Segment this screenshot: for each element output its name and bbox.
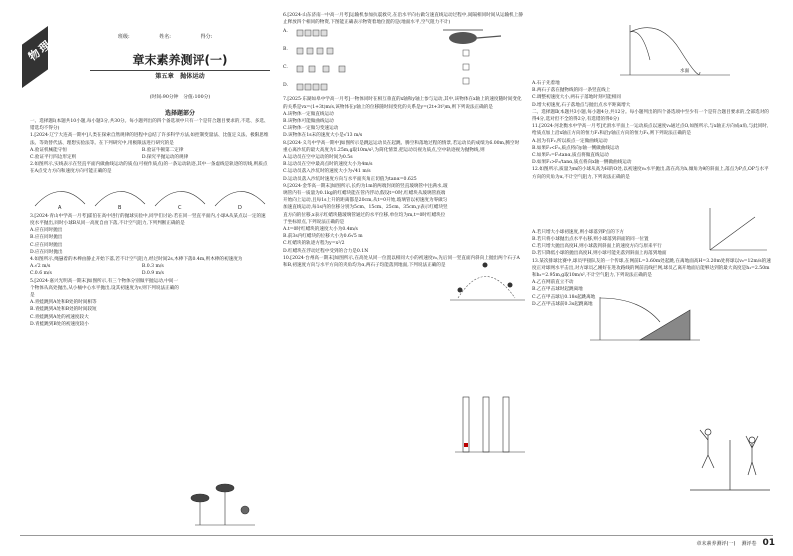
q5-option-c: C.青蛙跳到A处的初速度较大 [30,314,89,320]
q6-drop-diagrams [295,26,395,96]
q12-option-d: D.若只降低小球的抛出高度H,则小球可能先落到斜面上再落到地面 [532,251,667,257]
q11-option-a: A.因为有F₂,所以质点一定做曲线运动 [532,138,608,144]
q13-option-a: A.乙在网前直立不动 [532,280,574,286]
q7-option-d: D.该物体在1s末的速度大小是√13 m/s [283,133,363,139]
q12-option-c: C.若只增大抛出高度H,则小球落到斜面上的速度方向与原来平行 [532,244,662,250]
exam-meta: (时间:90分钟 分值:100分) [149,95,211,100]
question-8: 8.[2024·义乌中学高一期中]如图所示是跳远运动员在起跳、腾空和落地过程的情景,若运动员的成绩为6.00m,腾空时重心离沙坑的最大高度为1.25m,g取10m/s²,为简化情景,把运动员视为质点,空中轨迹视为抛物线,则 [283,140,520,153]
q13-volleyball-figure [690,420,770,495]
q6-option-b: B. [283,47,288,53]
q4-option-d: D.0.9 m/s [141,271,164,277]
q11-option-c: C.如果F₁=F₂tanα,质点将做直线运动 [532,153,609,159]
q2-curve-a [35,191,85,206]
q5-frog-figure [190,470,260,530]
question-12: 12.如图所示,质量为m的小球从高为H的O处,以初速度v₀水平抛出,落在高为h,倾角为θ的斜面上,落点为P点,OP与水平方向的夹角为α,不计空气阻力,下列说法正确的是 [532,167,769,180]
question-5: 5.[2024·嘉兴光明高一期末]如图所示,有三个物体分别做平抛运动,中间一个物体从高处抛出,从小桶中心水平抛出,设其初速度为v,则下列说法正确的是 [30,278,179,299]
q9-glass-tube-figure [455,395,525,455]
q10-option-a: A.石子先着地 [532,81,560,86]
page-title: 章末素养测评(一) [90,51,270,71]
question-11-options [532,138,692,167]
question-3: 3.[2024·青山中学高一月考]霍伯在高中进行的抛球实验中,同学们讨论:若在同一竖直平面内,小球A从某点以一定的速度水平抛出,同时小球B从同一高度自由下落,不计空气阻力,下列判断正确的是 [30,213,266,227]
q6-option-a: A. [283,29,288,35]
class-label: 班级: [118,34,130,40]
question-8-options [283,154,523,183]
question-4-options [30,263,270,277]
question-11: 11.[2024·河北衡水中学高一月考]光滑水平面上一运动质点以速度v₀通过点O,如图所示,与x轴正方向成α角,与此同时,给质点加上沿x轴正方向的恒力F₁和沿y轴正方向的恒力F₂,则下列说法正确的是 [532,124,769,137]
right-column [532,80,772,308]
q12-option-b: B.若只将小球抛出点水平右移,则小球落到斜面的同一位置 [532,237,649,243]
q8-option-c: C.运动员落入沙坑时的速度大小为√41 m/s [283,169,371,175]
q11-axes-figure [705,205,770,253]
q12-incline-figure [590,292,700,342]
q7-option-b: B.该物体可能做曲线运动 [283,119,334,125]
q11-option-b: B.如果F₁<F₂,质点将向y轴一侧做曲线运动 [532,145,620,151]
q4-option-c: C.0.6 m/s [30,271,52,277]
question-1: 1.[2024·辽宁大连高一期中]人类在探索自然规律的进程中总结了许多科学方法,如控制变量法、比值定义法、极限思维法、等效替代法、理想实验法等。在下列研究中,用极限法进行研究的是 [30,133,269,146]
q5-option-d: D.青蛙跳到B处的初速度较小 [30,321,89,327]
q5-option-a: A.青蛙跳到A处和B处的时间相等 [30,300,97,306]
q3-option-b: B.应在同时抛出 [30,235,63,241]
q9-option-a: A.t=0时红蜡块的速度大小为0.4m/s [283,227,358,233]
q1-option-b: B.验证牛顿第二定律 [141,147,184,153]
q8-option-d: D.运动员落入沙坑时速度方向与水平面夹角正切值为tanα=0.625 [283,176,417,182]
q13-option-b: B.乙在甲击球时起跳离地 [532,287,583,293]
q6-options-area [283,26,523,96]
helicopter-icon [433,26,513,96]
middle-column [283,12,523,269]
q11-option-d: D.如果F₁>F₂/tanα,质点将向x轴一侧做曲线运动 [532,160,632,166]
part-heading: 选择题部分 [164,110,195,117]
left-column [30,118,270,328]
q1-option-c: C.验证平行四边形定则 [30,155,77,161]
q9-option-d: D.红蜡块在浮动过程中受到的合力是0.1N [283,248,369,254]
q2-curve-c [155,191,205,206]
q3-option-d: D.应在同时抛出 [30,249,63,255]
q1-option-d: D.探究平抛运动的规律 [141,155,189,161]
q12-option-a: A.若只增大小球初速度,则小球落到P点的下方 [532,229,625,235]
q4-option-b: B.0.3 m/s [141,264,164,270]
q13-option-c: C.乙在甲击球后0.18s起跳离地 [532,294,596,300]
question-13: 13.某次排球比赛中,球员甲接队友的一个传球,在网前L=3.60m处起跳,在离地面高H=3.20m处将球以v₀=12m/s的速度正对球网水平击出,对方球员乙刚好在进攻路线的网前直线拦网,球员乙离开地面后能够达到的最大高度是h₁=2.50m和h₂=2.95m,g取10m/s²,不计空气阻力,下列说法正确的是 [532,258,771,279]
question-7-options [283,111,523,140]
question-2: 2.如图所示,实线表示在竖直平面内做曲线运动的质点(可视作质点)的一条运动轨迹,其中一条虚线是轨迹的切线,则质点在A点受力方向和速度方向可能正确的是 [30,162,268,175]
q2-trajectory-figures [30,176,270,210]
q7-option-c: C.该物体一定做匀变速运动 [283,126,339,132]
section2-instructions: 二、选择题Ⅱ(本题共3小题,每小题4分,共12分。每小题列出的四个备选项中至少有一个是符合题目要求的,全部选对的得4分,选对但不全的得2分,有选错的得0分) [532,109,769,123]
question-6: 6.[2024·山东济南一中高一月考]运输机参加抗震救灾,在沿水平向右做匀速直线运动过程中,间隔相同时间从运输机上静止释放四个相同的物资,下图能正确表示物资着地位置的是(地面水平,空气阻力不计) [283,13,523,26]
q2-label-a: A [58,204,62,210]
footer-divider [20,535,773,536]
q8-long-jump-figure [450,250,525,310]
q2-curve-b [95,191,145,206]
student-info-bar [118,33,240,40]
q2-label-d: D [238,204,242,210]
q8-option-a: A.运动员在空中运动的时间为0.5s [283,155,353,161]
question-7: 7.[2025·东湖如皋中学高一月考]一物体同时在相互垂直的x轴和y轴上参与运动,其中,该物体在x轴上的速度随时间变化的关系是vx=(1+3t)m/s,该物体在y轴上的位移随时间变化的关系是y=(2t+3t²)m,则下列说法正确的是 [283,97,522,110]
q10-option-b: B.两石子落在抛物线的同一条竖直线上 [532,88,611,94]
page-footer [697,538,775,548]
question-5-options [30,299,180,328]
question-10: 10.[2024·台州高一期末]如图所示,在高处从同一位置以相同大小的初速度v₀,先后同一竖直面内斜向上抛出两个石子A和B,初速度方向与水平方向的夹角均为α,两石子均能落到地面,下列说法正确的是 [283,255,520,269]
q3-option-a: A.应在同时抛出 [30,228,63,234]
q13-option-d: D.乙在甲击球前0.3s起跳离地 [532,301,593,307]
q2-curve-d [215,191,265,206]
name-label: 姓名: [159,34,171,40]
q1-option-a: A.验证机械能守恒 [30,147,67,153]
question-9-options [283,226,448,255]
question-9: 9.[2024·金华高一期末]如图所示,长约为1m的两端封闭的竖直玻璃管中注满水,玻璃管内有一质量为0.1kg的红蜡块能在管内浮动,假设t=0时,红蜡块从玻璃管底端开始向上运动,且每1s上升的距离都是20cm,从t=0开始,玻璃管以初速度为零做匀加速直线运动,每1s内的位移分别为5cm、15cm、25cm、35cm,y表示红蜡块竖直方向的位移,x表示红蜡块随玻璃管通过的水平位移,单位均为m,t=0时红蜡块位于坐标原点,下列说法正确的是 [283,183,448,225]
question-1-options [30,147,270,161]
subject-ribbon-label: 物理 [26,37,55,64]
q10-option-c: C.调整初速度大小,两石子落地时刻可能相同 [532,95,621,101]
chapter-title: 第五章 抛体运动 [155,73,205,80]
score-label: 得分: [200,34,213,40]
q8-option-b: B.运动员在空中最高点时的速度大小为4m/s [283,162,373,168]
q6-option-d: D. [283,83,288,89]
footer-label: 章末素养测评(一) [696,540,736,547]
q6-option-c: C. [283,65,288,71]
q10-stone-figure [620,20,730,80]
q2-label-b: B [118,204,122,210]
q10-option-d: D.增大初速度,石子落地点与抛出点水平距离增大 [532,102,631,108]
section1-instructions: 一、选择题Ⅰ(本题共10小题,每小题3分,共30分。每小题列出的四个备选项中只有一个是符合题目要求的,不选、多选、错选均不得分) [30,119,269,132]
q9-option-c: C.红蜡块的轨迹方程为y=x²/2 [283,241,345,247]
page-number: 01 [762,538,775,548]
q7-option-a: A.该物体一定做直线运动 [283,111,334,117]
q3-option-c: C.应在同时抛出 [30,242,63,248]
q5-option-b: B.青蛙跳到A处和B处的时间较短 [30,307,97,313]
q4-option-a: A.√2 m/s [30,264,51,270]
question-4: 4.如图所示,绳悬着的木棒由静止开始下落,若不计空气阻力,经过时间2s,木棒下落0.4m,则木棒的初速度为 [30,257,243,263]
q2-label-c: C [178,204,182,210]
q9-option-b: B.前3s内红蜡块的位移大小为0.6√5 m [283,234,363,240]
ground-label: 水面 [680,69,689,74]
question-3-options [30,227,270,256]
footer-sub: 测评卷 [741,540,757,547]
